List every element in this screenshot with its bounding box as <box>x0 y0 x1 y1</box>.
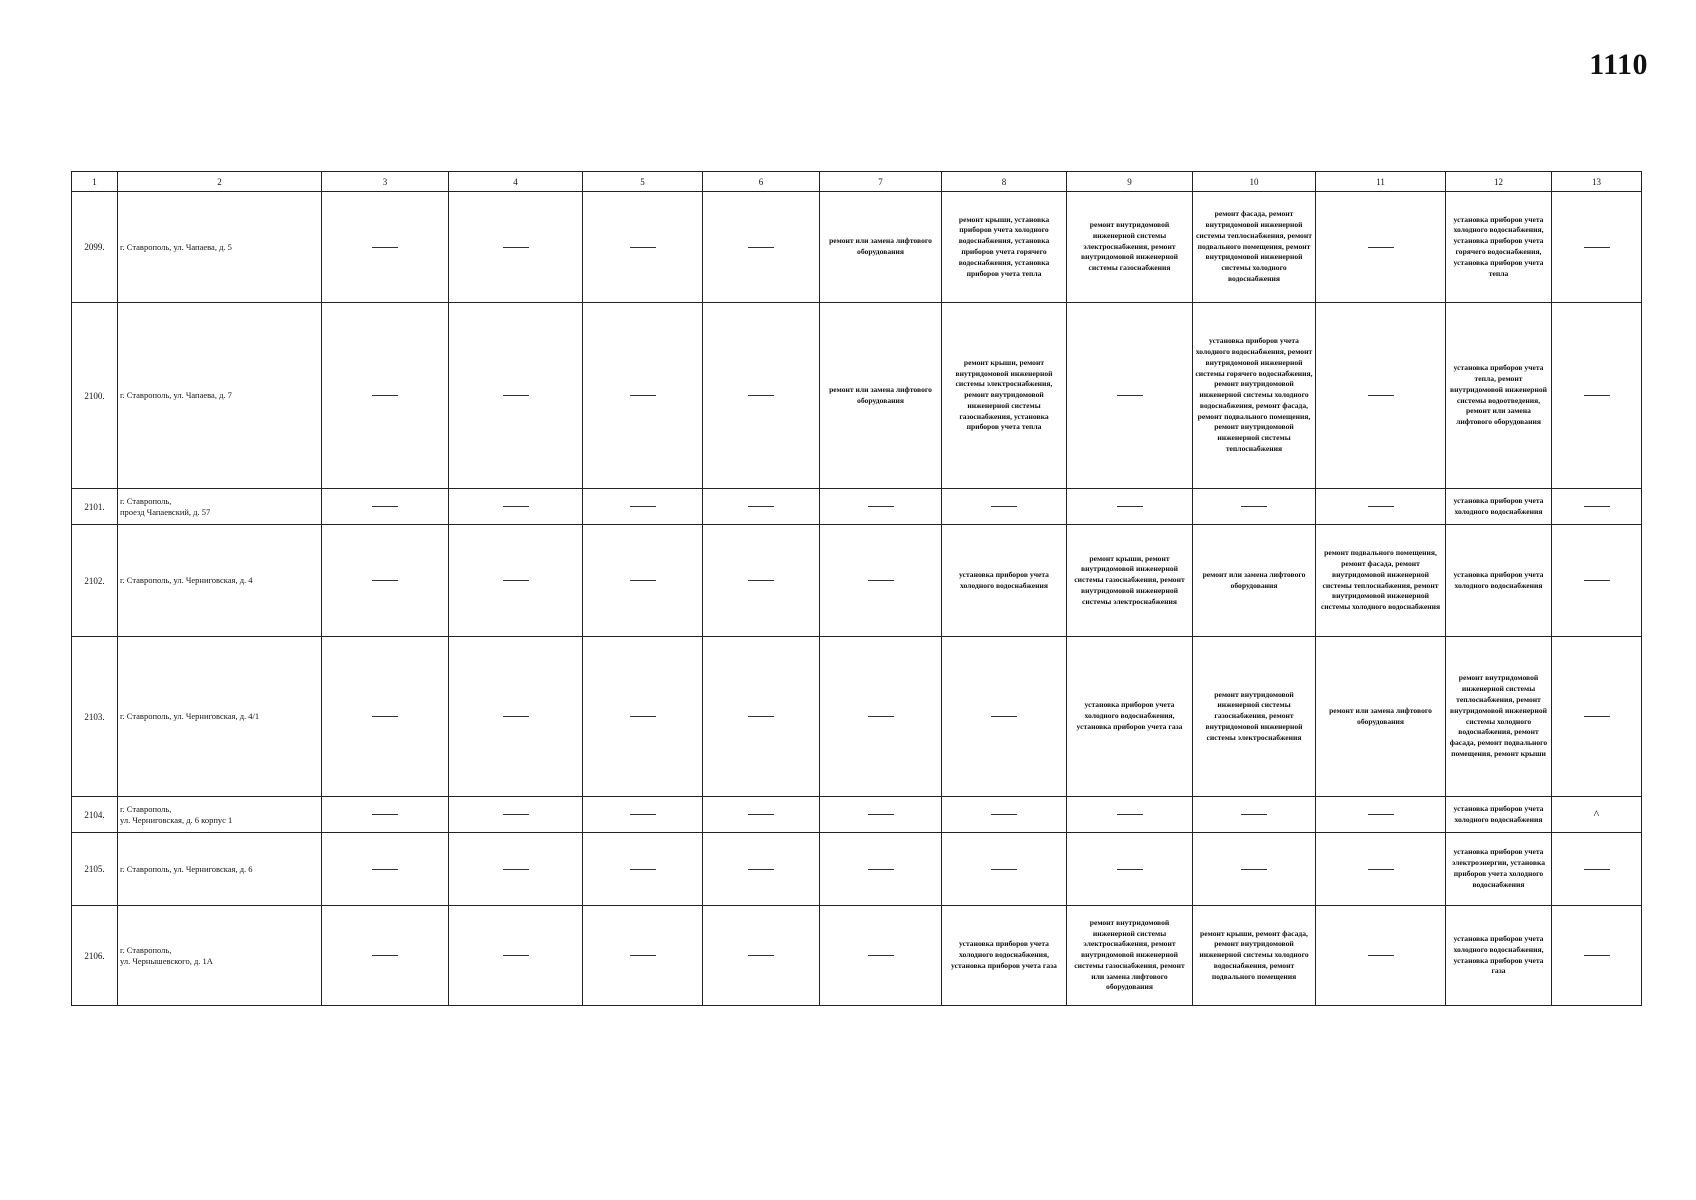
dash-line <box>372 506 398 507</box>
empty-dash-cell <box>583 833 703 906</box>
dash-line <box>1368 955 1394 956</box>
empty-dash-cell <box>583 525 703 637</box>
empty-dash-cell <box>820 797 942 833</box>
empty-dash-cell <box>1316 833 1446 906</box>
dash-line <box>748 814 774 815</box>
empty-dash-cell <box>820 906 942 1006</box>
dash-line <box>1584 580 1610 581</box>
dash-line <box>630 955 656 956</box>
table-row <box>72 833 1642 906</box>
work-cell: ремонт крыши, ремонт фасада, ремонт внутридомовой инженерной системы холодного водоснабжения, ремонт подвального помещения <box>1193 906 1316 1006</box>
row-number: 2101. <box>72 489 118 525</box>
empty-dash-cell <box>1316 303 1446 489</box>
dash-line <box>748 247 774 248</box>
dash-line <box>1368 814 1394 815</box>
table-row <box>72 906 1642 1006</box>
dash-line <box>630 395 656 396</box>
empty-dash-cell <box>583 303 703 489</box>
dash-line <box>630 716 656 717</box>
dash-line <box>503 869 529 870</box>
capital-repair-table <box>71 171 1642 1006</box>
work-cell: ремонт крыши, ремонт внутридомовой инженерной системы газоснабжения, ремонт внутридомовой инженерной системы электроснабжения <box>1067 525 1193 637</box>
row-number: 2102. <box>72 525 118 637</box>
empty-dash-cell <box>1552 637 1642 797</box>
work-cell: ремонт внутридомовой инженерной системы электроснабжения, ремонт внутридомовой инженерной системы газоснабжения, ремонт или замена лифтового оборудования <box>1067 906 1193 1006</box>
dash-line <box>503 506 529 507</box>
empty-dash-cell <box>583 489 703 525</box>
dash-line <box>991 814 1017 815</box>
empty-dash-cell <box>1552 489 1642 525</box>
dash-line <box>748 869 774 870</box>
empty-dash-cell <box>322 637 449 797</box>
dash-line <box>372 580 398 581</box>
work-cell: ремонт крыши, ремонт внутридомовой инженерной системы электроснабжения, ремонт внутридомовой инженерной системы газоснабжения, установка приборов учета тепла <box>942 303 1067 489</box>
empty-dash-cell <box>322 192 449 303</box>
dash-line <box>1241 869 1267 870</box>
empty-dash-cell <box>703 637 820 797</box>
page-number: 1110 <box>1589 48 1648 81</box>
dash-line <box>1117 869 1143 870</box>
empty-dash-cell <box>583 192 703 303</box>
address-cell: г. Ставрополь, проезд Чапаевский, д. 57 <box>118 489 322 525</box>
table-row <box>72 489 1642 525</box>
dash-line <box>630 814 656 815</box>
dash-line <box>1584 955 1610 956</box>
dash-line <box>868 869 894 870</box>
work-cell: установка приборов учета холодного водоснабжения, установка приборов учета газа <box>1067 637 1193 797</box>
table-row <box>72 192 1642 303</box>
dash-line <box>1241 814 1267 815</box>
work-cell: ремонт подвального помещения, ремонт фасада, ремонт внутридомовой инженерной системы теплоснабжения, ремонт внутридомовой инженерной системы холодного водоснабжения <box>1316 525 1446 637</box>
dash-line <box>748 716 774 717</box>
dash-line <box>1584 869 1610 870</box>
empty-dash-cell <box>449 489 583 525</box>
work-cell: ремонт или замена лифтового оборудования <box>820 303 942 489</box>
dash-line <box>372 716 398 717</box>
empty-dash-cell <box>1552 192 1642 303</box>
work-cell: ремонт крыши, установка приборов учета холодного водоснабжения, установка приборов учета горячего водоснабжения, установка приборов учета тепла <box>942 192 1067 303</box>
dash-line <box>1117 506 1143 507</box>
dash-line <box>1584 506 1610 507</box>
work-cell: установка приборов учета холодного водоснабжения <box>942 525 1067 637</box>
dash-line <box>868 716 894 717</box>
empty-dash-cell <box>820 489 942 525</box>
dash-line <box>372 869 398 870</box>
work-cell: установка приборов учета тепла, ремонт внутридомовой инженерной системы водоотведения, ремонт или замена лифтового оборудования <box>1446 303 1552 489</box>
dash-line <box>630 580 656 581</box>
dash-line <box>868 814 894 815</box>
dash-line <box>372 395 398 396</box>
work-cell: установка приборов учета холодного водоснабжения <box>1446 489 1552 525</box>
work-cell: установка приборов учета холодного водоснабжения, установка приборов учета горячего водоснабжения, установка приборов учета тепла <box>1446 192 1552 303</box>
dash-line <box>503 716 529 717</box>
dash-line <box>372 955 398 956</box>
empty-dash-cell <box>820 637 942 797</box>
column-header: 3 <box>322 172 449 192</box>
dash-line <box>630 247 656 248</box>
dash-line <box>503 247 529 248</box>
address-cell: г. Ставрополь, ул. Черниговская, д. 4/1 <box>118 637 322 797</box>
empty-dash-cell <box>1552 303 1642 489</box>
empty-dash-cell <box>1067 489 1193 525</box>
work-cell: ремонт или замена лифтового оборудования <box>820 192 942 303</box>
row-number: 2104. <box>72 797 118 833</box>
work-cell: установка приборов учета холодного водоснабжения, установка приборов учета газа <box>1446 906 1552 1006</box>
work-cell: ремонт фасада, ремонт внутридомовой инженерной системы теплоснабжения, ремонт подвального помещения, ремонт внутридомовой инженерной системы холодного водоснабжения <box>1193 192 1316 303</box>
empty-dash-cell <box>322 906 449 1006</box>
empty-dash-cell <box>942 637 1067 797</box>
table-body <box>72 192 1642 1006</box>
address-cell: г. Ставрополь, ул. Чапаева, д. 5 <box>118 192 322 303</box>
work-cell: ремонт или замена лифтового оборудования <box>1316 637 1446 797</box>
empty-dash-cell <box>449 525 583 637</box>
empty-dash-cell <box>1552 906 1642 1006</box>
address-cell: г. Ставрополь, ул. Чернышевского, д. 1А <box>118 906 322 1006</box>
address-cell: г. Ставрополь, ул. Чапаева, д. 7 <box>118 303 322 489</box>
empty-dash-cell <box>449 192 583 303</box>
dash-line <box>503 580 529 581</box>
empty-dash-cell <box>820 833 942 906</box>
dash-line <box>372 247 398 248</box>
empty-dash-cell <box>1067 797 1193 833</box>
dash-line <box>503 814 529 815</box>
empty-dash-cell <box>1552 525 1642 637</box>
row-number: 2103. <box>72 637 118 797</box>
dash-line <box>991 869 1017 870</box>
empty-dash-cell <box>583 637 703 797</box>
address-cell: г. Ставрополь, ул. Черниговская, д. 4 <box>118 525 322 637</box>
empty-dash-cell <box>1193 833 1316 906</box>
column-header: 1 <box>72 172 118 192</box>
work-cell: установка приборов учета холодного водоснабжения <box>1446 525 1552 637</box>
dash-line <box>991 506 1017 507</box>
work-cell: установка приборов учета холодного водоснабжения, ремонт внутридомовой инженерной системы горячего водоснабжения, ремонт внутридомовой инженерной системы холодного водоснабжения, ремонт фасада, ремонт подвального помещения, ремонт внутридомовой инженерной системы теплоснабжения <box>1193 303 1316 489</box>
table-row <box>72 797 1642 833</box>
empty-dash-cell <box>449 637 583 797</box>
empty-dash-cell <box>1552 833 1642 906</box>
row-number: 2099. <box>72 192 118 303</box>
dash-line <box>1584 247 1610 248</box>
empty-dash-cell <box>449 906 583 1006</box>
column-header: 11 <box>1316 172 1446 192</box>
address-cell: г. Ставрополь, ул. Черниговская, д. 6 <box>118 833 322 906</box>
work-cell: установка приборов учета холодного водоснабжения <box>1446 797 1552 833</box>
dash-line <box>1241 506 1267 507</box>
empty-dash-cell <box>322 525 449 637</box>
column-header: 8 <box>942 172 1067 192</box>
dash-line <box>630 869 656 870</box>
dash-line <box>630 506 656 507</box>
column-header: 9 <box>1067 172 1193 192</box>
column-header: 13 <box>1552 172 1642 192</box>
dash-line <box>503 955 529 956</box>
dash-line <box>1368 506 1394 507</box>
dash-line <box>748 506 774 507</box>
empty-dash-cell <box>703 489 820 525</box>
column-header: 6 <box>703 172 820 192</box>
dash-line <box>1368 395 1394 396</box>
empty-dash-cell <box>322 833 449 906</box>
empty-dash-cell <box>1193 489 1316 525</box>
empty-dash-cell <box>820 525 942 637</box>
dash-line <box>1368 869 1394 870</box>
work-cell: установка приборов учета холодного водоснабжения, установка приборов учета газа <box>942 906 1067 1006</box>
dash-line <box>748 580 774 581</box>
empty-dash-cell <box>703 303 820 489</box>
empty-dash-cell <box>583 906 703 1006</box>
empty-dash-cell <box>703 833 820 906</box>
table-row <box>72 303 1642 489</box>
column-header: 12 <box>1446 172 1552 192</box>
empty-dash-cell <box>703 797 820 833</box>
dash-line <box>868 506 894 507</box>
dash-line <box>1117 395 1143 396</box>
column-header: 4 <box>449 172 583 192</box>
dash-line <box>1584 395 1610 396</box>
empty-dash-cell <box>703 192 820 303</box>
empty-dash-cell <box>703 906 820 1006</box>
empty-dash-cell <box>942 833 1067 906</box>
dash-line <box>868 580 894 581</box>
dash-line <box>503 395 529 396</box>
empty-dash-cell <box>1067 833 1193 906</box>
table-row <box>72 525 1642 637</box>
dash-line <box>991 716 1017 717</box>
row-number: 2105. <box>72 833 118 906</box>
empty-dash-cell <box>322 489 449 525</box>
empty-dash-cell <box>1067 303 1193 489</box>
work-cell: ремонт внутридомовой инженерной системы электроснабжения, ремонт внутридомовой инженерной системы газоснабжения <box>1067 192 1193 303</box>
dash-line <box>1584 716 1610 717</box>
column-header: 2 <box>118 172 322 192</box>
dash-line <box>1117 814 1143 815</box>
dash-line <box>748 395 774 396</box>
dash-line <box>372 814 398 815</box>
dash-line <box>1368 247 1394 248</box>
empty-dash-cell <box>942 797 1067 833</box>
row-number: 2106. <box>72 906 118 1006</box>
work-cell: ремонт внутридомовой инженерной системы газоснабжения, ремонт внутридомовой инженерной системы электроснабжения <box>1193 637 1316 797</box>
column-header: 5 <box>583 172 703 192</box>
work-cell: установка приборов учета электроэнергии, установка приборов учета холодного водоснабжения <box>1446 833 1552 906</box>
empty-dash-cell <box>449 303 583 489</box>
empty-dash-cell <box>1316 489 1446 525</box>
empty-dash-cell <box>1316 906 1446 1006</box>
table-row <box>72 637 1642 797</box>
work-cell: ремонт внутридомовой инженерной системы теплоснабжения, ремонт внутридомовой инженерной системы холодного водоснабжения, ремонт фасада, ремонт подвального помещения, ремонт крыши <box>1446 637 1552 797</box>
address-cell: г. Ставрополь, ул. Черниговская, д. 6 корпус 1 <box>118 797 322 833</box>
empty-dash-cell <box>703 525 820 637</box>
empty-dash-cell <box>1316 192 1446 303</box>
dash-line <box>748 955 774 956</box>
column-header: 10 <box>1193 172 1316 192</box>
empty-dash-cell <box>1193 797 1316 833</box>
empty-dash-cell <box>583 797 703 833</box>
empty-dash-cell <box>1316 797 1446 833</box>
empty-dash-cell <box>942 489 1067 525</box>
mark-cell: ^ <box>1552 797 1642 833</box>
row-number: 2100. <box>72 303 118 489</box>
header-row <box>72 172 1642 192</box>
empty-dash-cell <box>449 833 583 906</box>
column-header: 7 <box>820 172 942 192</box>
empty-dash-cell <box>449 797 583 833</box>
dash-line <box>868 955 894 956</box>
empty-dash-cell <box>322 797 449 833</box>
work-cell: ремонт или замена лифтового оборудования <box>1193 525 1316 637</box>
empty-dash-cell <box>322 303 449 489</box>
